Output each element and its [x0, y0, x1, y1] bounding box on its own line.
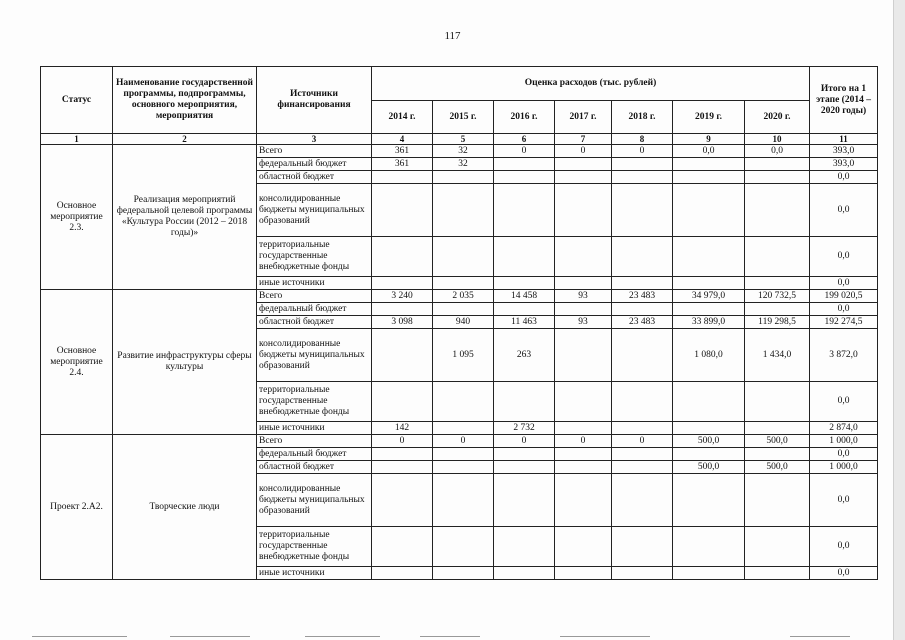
- expense-value: 0: [612, 435, 673, 448]
- expense-value: [372, 567, 433, 580]
- expense-value: [433, 277, 494, 290]
- table-row: [41, 145, 878, 158]
- header-sources: Источники финансирования: [257, 67, 372, 134]
- expense-value: 32: [433, 158, 494, 171]
- expense-value: 120 732,5: [745, 290, 810, 303]
- total-value: 2 874,0: [810, 422, 878, 435]
- expense-value: [555, 461, 612, 474]
- column-number: 7: [555, 134, 612, 145]
- expense-value: 500,0: [673, 461, 745, 474]
- expense-value: 500,0: [673, 435, 745, 448]
- column-number: 1: [41, 134, 113, 145]
- total-value: 3 872,0: [810, 329, 878, 382]
- financing-source: территориальные государственные внебюджетные фонды: [257, 382, 372, 422]
- expense-value: 263: [494, 329, 555, 382]
- expense-value: 33 899,0: [673, 316, 745, 329]
- expense-value: [673, 158, 745, 171]
- expense-value: [673, 527, 745, 567]
- expense-value: [433, 474, 494, 527]
- expense-value: [494, 448, 555, 461]
- expense-value: 0: [612, 145, 673, 158]
- column-number: 6: [494, 134, 555, 145]
- expense-value: [745, 474, 810, 527]
- expense-value: 0: [555, 435, 612, 448]
- expense-value: [372, 448, 433, 461]
- expense-value: [433, 171, 494, 184]
- expense-value: 23 483: [612, 290, 673, 303]
- expense-value: [494, 303, 555, 316]
- header-expenses: Оценка расходов (тыс. рублей): [372, 67, 810, 101]
- expense-value: [612, 171, 673, 184]
- expense-value: [555, 329, 612, 382]
- expense-value: [612, 277, 673, 290]
- expense-value: [745, 567, 810, 580]
- expense-value: 0: [494, 435, 555, 448]
- expense-value: 0,0: [745, 145, 810, 158]
- expense-value: [433, 382, 494, 422]
- financing-source: федеральный бюджет: [257, 303, 372, 316]
- footer-rule: [32, 636, 127, 637]
- expense-value: 34 979,0: [673, 290, 745, 303]
- financing-source: областной бюджет: [257, 316, 372, 329]
- expense-value: [612, 474, 673, 527]
- expense-value: [555, 303, 612, 316]
- column-number: 5: [433, 134, 494, 145]
- expense-value: [372, 329, 433, 382]
- financing-source: областной бюджет: [257, 461, 372, 474]
- expense-value: [612, 303, 673, 316]
- expense-value: [494, 171, 555, 184]
- header-year: 2019 г.: [673, 101, 745, 134]
- expense-value: [673, 277, 745, 290]
- expense-value: 3 098: [372, 316, 433, 329]
- expense-value: [494, 474, 555, 527]
- expense-value: [745, 237, 810, 277]
- financing-source: Всего: [257, 290, 372, 303]
- expense-value: [612, 567, 673, 580]
- expense-value: [612, 184, 673, 237]
- expense-value: [555, 422, 612, 435]
- expense-value: [372, 277, 433, 290]
- total-value: 0,0: [810, 237, 878, 277]
- budget-table: [40, 66, 878, 580]
- table-body: [41, 145, 878, 580]
- expense-value: [555, 448, 612, 461]
- financing-source: территориальные государственные внебюджетные фонды: [257, 527, 372, 567]
- expense-value: [555, 171, 612, 184]
- header-year: 2017 г.: [555, 101, 612, 134]
- table-row: [41, 435, 878, 448]
- expense-value: [494, 237, 555, 277]
- expense-value: [673, 184, 745, 237]
- footer-rule: [560, 636, 650, 637]
- column-number: 10: [745, 134, 810, 145]
- header-year: 2016 г.: [494, 101, 555, 134]
- expense-value: 1 434,0: [745, 329, 810, 382]
- expense-value: [745, 277, 810, 290]
- financing-source: консолидированные бюджеты муниципальных образований: [257, 184, 372, 237]
- expense-value: [433, 448, 494, 461]
- expense-value: [612, 448, 673, 461]
- expense-value: 119 298,5: [745, 316, 810, 329]
- expense-value: [612, 158, 673, 171]
- expense-value: [673, 448, 745, 461]
- financing-source: консолидированные бюджеты муниципальных образований: [257, 329, 372, 382]
- expense-value: [673, 382, 745, 422]
- row-activity-name: Творческие люди: [113, 435, 257, 580]
- expense-value: [494, 461, 555, 474]
- expense-value: 500,0: [745, 435, 810, 448]
- footer-rule: [420, 636, 480, 637]
- expense-value: [494, 527, 555, 567]
- expense-value: 0: [433, 435, 494, 448]
- expense-value: [555, 277, 612, 290]
- column-number: 8: [612, 134, 673, 145]
- page-edge: [893, 0, 905, 640]
- total-value: 1 000,0: [810, 461, 878, 474]
- expense-value: 940: [433, 316, 494, 329]
- expense-value: [745, 527, 810, 567]
- expense-value: [673, 303, 745, 316]
- column-number: 4: [372, 134, 433, 145]
- total-value: 0,0: [810, 527, 878, 567]
- expense-value: [745, 158, 810, 171]
- expense-value: [555, 158, 612, 171]
- financing-source: территориальные государственные внебюджетные фонды: [257, 237, 372, 277]
- expense-value: [494, 382, 555, 422]
- total-value: 0,0: [810, 303, 878, 316]
- expense-value: [555, 382, 612, 422]
- expense-value: 0: [372, 435, 433, 448]
- expense-value: [673, 171, 745, 184]
- total-value: 1 000,0: [810, 435, 878, 448]
- expense-value: 3 240: [372, 290, 433, 303]
- expense-value: [612, 329, 673, 382]
- expense-value: [433, 237, 494, 277]
- expense-value: [372, 184, 433, 237]
- expense-value: [494, 184, 555, 237]
- total-value: 0,0: [810, 474, 878, 527]
- financing-source: иные источники: [257, 422, 372, 435]
- expense-value: [745, 382, 810, 422]
- expense-value: [673, 237, 745, 277]
- expense-value: [612, 527, 673, 567]
- expense-value: [745, 448, 810, 461]
- total-value: 0,0: [810, 448, 878, 461]
- expense-value: 93: [555, 316, 612, 329]
- financing-source: Всего: [257, 435, 372, 448]
- footer-rule: [305, 636, 380, 637]
- expense-value: [555, 567, 612, 580]
- expense-value: [745, 171, 810, 184]
- financing-source: федеральный бюджет: [257, 448, 372, 461]
- column-number: 11: [810, 134, 878, 145]
- total-value: 0,0: [810, 184, 878, 237]
- header-status: Статус: [41, 67, 113, 134]
- expense-value: 1 095: [433, 329, 494, 382]
- expense-value: [372, 461, 433, 474]
- expense-value: [555, 184, 612, 237]
- expense-value: 361: [372, 158, 433, 171]
- expense-value: [372, 171, 433, 184]
- expense-value: [372, 474, 433, 527]
- expense-value: [372, 382, 433, 422]
- expense-value: [433, 422, 494, 435]
- expense-value: [494, 158, 555, 171]
- financing-source: иные источники: [257, 567, 372, 580]
- total-value: 0,0: [810, 171, 878, 184]
- expense-value: [372, 237, 433, 277]
- expense-value: 0: [494, 145, 555, 158]
- expense-value: [555, 527, 612, 567]
- expense-value: [433, 303, 494, 316]
- expense-value: 0: [555, 145, 612, 158]
- financing-source: консолидированные бюджеты муниципальных образований: [257, 474, 372, 527]
- row-status: Основное мероприятие 2.4.: [41, 290, 113, 435]
- header-year: 2020 г.: [745, 101, 810, 134]
- expense-value: [433, 527, 494, 567]
- table-row: [41, 290, 878, 303]
- expense-value: [745, 184, 810, 237]
- column-number: 3: [257, 134, 372, 145]
- expense-value: 361: [372, 145, 433, 158]
- expense-value: 2 035: [433, 290, 494, 303]
- footer-rule: [790, 636, 850, 637]
- row-activity-name: Реализация мероприятий федеральной целевой программы «Культура России (2012 – 2018 годы)»: [113, 145, 257, 290]
- expense-value: [612, 422, 673, 435]
- header-year: 2014 г.: [372, 101, 433, 134]
- expense-value: [433, 567, 494, 580]
- expense-value: [612, 382, 673, 422]
- financing-source: федеральный бюджет: [257, 158, 372, 171]
- header-year: 2018 г.: [612, 101, 673, 134]
- expense-value: 500,0: [745, 461, 810, 474]
- expense-value: [555, 237, 612, 277]
- row-status: Основное мероприятие 2.3.: [41, 145, 113, 290]
- expense-value: 32: [433, 145, 494, 158]
- column-numbers-row: [41, 134, 878, 145]
- expense-value: [673, 567, 745, 580]
- header-year: 2015 г.: [433, 101, 494, 134]
- total-value: 0,0: [810, 567, 878, 580]
- expense-value: 0,0: [673, 145, 745, 158]
- expense-value: [673, 474, 745, 527]
- expense-value: [494, 567, 555, 580]
- expense-value: [372, 303, 433, 316]
- expense-value: 2 732: [494, 422, 555, 435]
- total-value: 0,0: [810, 382, 878, 422]
- row-activity-name: Развитие инфраструктуры сферы культуры: [113, 290, 257, 435]
- expense-value: [673, 422, 745, 435]
- expense-value: [745, 303, 810, 316]
- column-number: 9: [673, 134, 745, 145]
- financing-source: иные источники: [257, 277, 372, 290]
- footer-rule: [170, 636, 250, 637]
- expense-value: 11 463: [494, 316, 555, 329]
- expense-value: [372, 527, 433, 567]
- expense-value: 14 458: [494, 290, 555, 303]
- header-name: Наименование государственной программы, подпрограммы, основного мероприятия, мероприятия: [113, 67, 257, 134]
- expense-value: 142: [372, 422, 433, 435]
- total-value: 393,0: [810, 158, 878, 171]
- financing-source: областной бюджет: [257, 171, 372, 184]
- expense-value: 23 483: [612, 316, 673, 329]
- row-status: Проект 2.А2.: [41, 435, 113, 580]
- expense-value: [555, 474, 612, 527]
- expense-value: [612, 461, 673, 474]
- total-value: 393,0: [810, 145, 878, 158]
- header-total: Итого на 1 этапе (2014 – 2020 годы): [810, 67, 878, 134]
- expense-value: [433, 461, 494, 474]
- total-value: 0,0: [810, 277, 878, 290]
- page-number: 117: [444, 30, 461, 42]
- expense-value: [494, 277, 555, 290]
- total-value: 199 020,5: [810, 290, 878, 303]
- expense-value: [612, 237, 673, 277]
- total-value: 192 274,5: [810, 316, 878, 329]
- financing-source: Всего: [257, 145, 372, 158]
- expense-value: [433, 184, 494, 237]
- column-number: 2: [113, 134, 257, 145]
- expense-value: 93: [555, 290, 612, 303]
- expense-value: 1 080,0: [673, 329, 745, 382]
- expense-value: [745, 422, 810, 435]
